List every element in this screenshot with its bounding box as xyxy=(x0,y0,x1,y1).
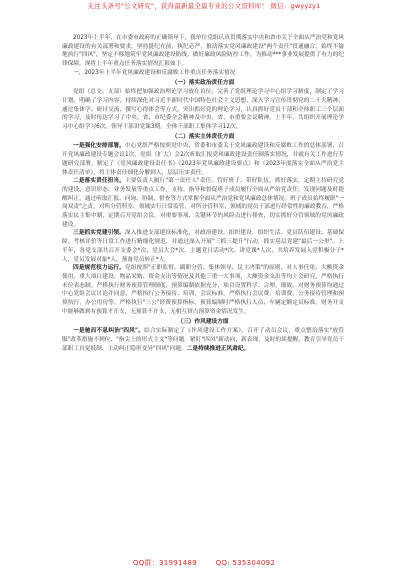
responsibility-text: 主要负责人履行"第一责任人"责任，管好班子、带好队伍、抓好落实，定期主持研究党的建设、意识形态、业务发展等重点工作，支持、指导和督促班子成员履行全面从严治党责任，发现问题及时提醒纠正，通过听取汇报、问询、协调、督查等方式掌握全面从严治党和党风廉政总体情况。班子成员始终履职"一岗双责"之责，对所分管科室、领域实行日常监管，对所分管科室、领域的党员干部进行经常性的廉政教育，严格落实民主集中制，定期召开党组会议，对重要事项、关键环节的风险点进行排查，切实抓好分管领域的党风廉政建设。 xyxy=(62,178,345,228)
subsection-heading-responsibility: （二）落实主体责任方面 xyxy=(171,133,235,140)
arrangement-lead: 一是强化安排部署。 xyxy=(73,143,125,150)
party-building-paragraph xyxy=(62,229,344,264)
power-operation-text: 党组按照"正职监督、副职分管、集体领导、民主决策"的原则，对人事任免、大额资金使用、重大项目建设、物品采购、资金支出等情况及其他三重一大事项，大额资金支出等均上会研究，严格执行末位表态制。严格执行财务预算管理制度，预算编制依据充分，项目设置科学、合理、细致，对财务预算均通过中心党组会议讨论并同意，严格执行公务接待、培训、会议标准，严格执行会议费、培训费、公务接待管理和预算执行，办公用房等，严格执行"三公"经费预算指标，预算编制时严格执行人员、车辆定额定员标准。财务开支中能够做到有预算才开支，无预算不开支，无相互挤占预算资金情况发生。 xyxy=(62,265,345,315)
style-tail: 二是持续推进正风肃纪。 xyxy=(186,345,250,352)
style-paragraph xyxy=(62,327,344,353)
subsection-heading-political: （一）落实政治责任方面 xyxy=(171,79,235,86)
political-paragraph: 党组（总支、支部）始终把加强政治理论学习放在首位，完善了党组理论学习中心组学习制度，制定了学习计划，明确了学习内容，持续深化对习近平新时代中国特色社会主义思想，深入学习宣传贯彻党的二十大精神，通过集体学、研讨交流、撰写心得体会等方式，突出抓好党的理论学习，认真抓好党员干部和全体职工三个层面的学习，及时传达学习了中央、省、市纪委全会精神及中央、省、市重要会议精神。上半年，共组织开展理论学习中心组学习6次，领导干部讲党课3期，全体干部职工集体学习12次。 xyxy=(62,89,344,131)
arrangement-text: 中心党组严格按照党中央、省委和市委关于党风廉政建设和反腐败工作的总体部署，召开党风廉政建设专题会议1次，党组（扩大）会2次听取汇报党风廉政建设责任制落实情况，并就有关工作进行专题研究部署，制定了《党风廉政建设责任书》《2023年党风廉政建设要点》和《2023年度落实全面从严治党主体责任清单》，将主体责任细化分解到人，层层压实责任。 xyxy=(62,143,345,176)
power-operation-paragraph xyxy=(62,264,344,316)
style-lead: 一是驰而不息纠治"四风"。 xyxy=(73,328,145,335)
promo-banner: 关注头条号"公文研究"，获得最新最全最专业的公文资料库！ 微信：gwyyzy1 xyxy=(87,2,321,10)
party-building-text: 深入推进支部建设标准化，对政治建设、组织建设、组织生活、党员队伍建设、基础保障、考核评价等日常工作进行精细化规范，并通过深入开展"三抓三提升"行动，抓实基层党建"最后一公里"。上半年，各党支部共召开支委会*次、党员大会*次、主题党日活动*次、讲党课*人次、共培养发展入党积极分子*人，党员发展对象*人，预备党员转正*人。 xyxy=(62,230,345,263)
style-text: 结合实际制定了《作风建设工作方案》，召开了动员会议，重点整治落实"放管服"改革措施不到位、"指尖上的形式主义"等问题。紧盯"四风"新动向、新表现，及时的谈提醒，教育引导党员干部职工自觉抵制、主动纠正隐形变异"四风"问题。 xyxy=(62,328,344,352)
qq-group-text: QQ群：31991489 xyxy=(132,559,198,567)
arrangement-paragraph xyxy=(62,142,344,177)
power-operation-lead: 四是规范权力运行。 xyxy=(73,265,125,272)
responsibility-paragraph xyxy=(62,177,344,229)
party-building-lead: 三是抓实党建引领。 xyxy=(73,230,125,237)
report-body xyxy=(62,34,344,353)
section-heading-1: 一、2023年上半年党风廉政建设和反腐败工作重点任务落实情况 xyxy=(73,69,236,76)
responsibility-lead: 二是落实责任担当。 xyxy=(73,178,125,185)
contact-footer xyxy=(0,558,408,568)
qq-contact-text: QQ: 535304092 xyxy=(215,559,276,567)
subsection-heading-style: （三）作风建设方面 xyxy=(177,318,229,325)
intro-paragraph: 2023年上半年，在市委市政府的正确领导下，我单位党组认真贯彻落实中央和省市关于全面从严治党和党风廉政建设的有关部署和要求，坚持挺纪在前，执纪必严，推动落实党风廉政建设"两个责任"贯通融合，始终不渝地执行"四风"，坚定不移地筑牢党风廉政建设防线，做好廉政风险防控工作，为推动***事业发展提供了有力的纪律保障。现将上半年重点任务落实情况汇报如下。 xyxy=(62,35,344,68)
